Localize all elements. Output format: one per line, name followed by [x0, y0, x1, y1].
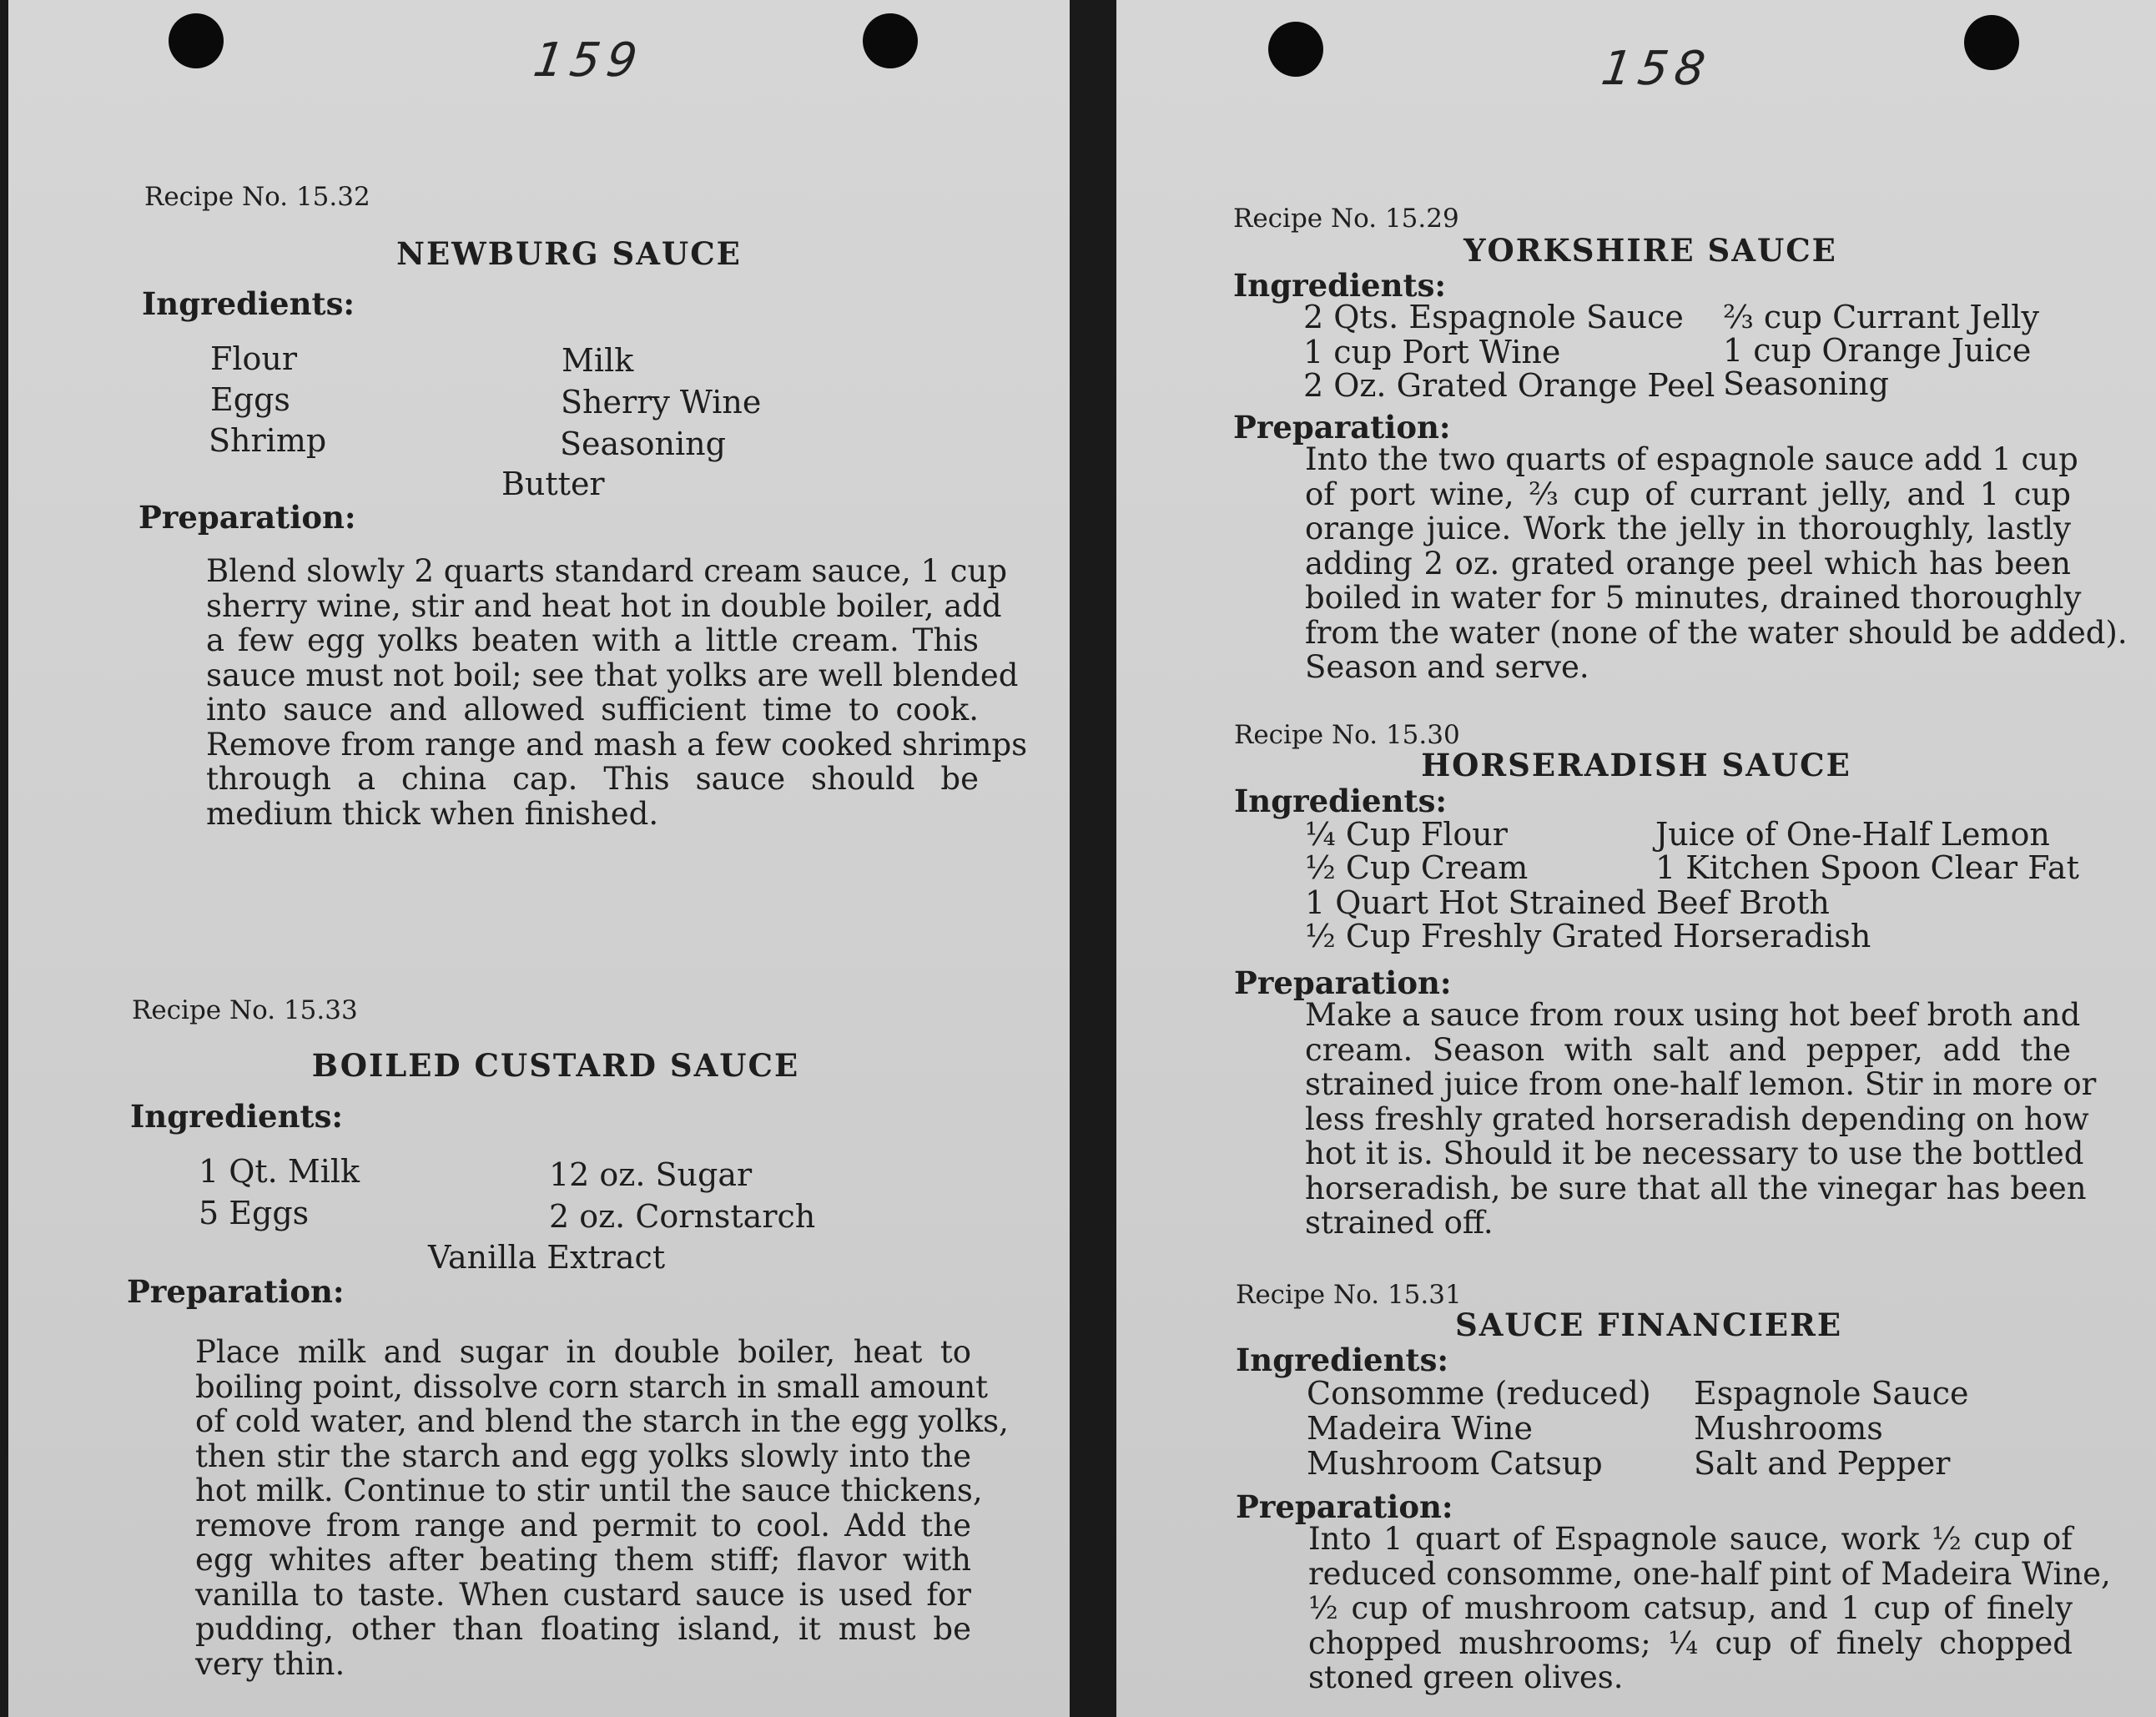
ingredient: Eggs: [210, 381, 290, 418]
ingredient: 1 Quart Hot Strained Beef Broth: [1305, 884, 1830, 921]
recipe-card-left: [8, 0, 1070, 1717]
ingredients-label: Ingredients:: [1236, 1342, 1449, 1378]
preparation-label: Preparation:: [1236, 1488, 1453, 1525]
preparation-text: Blend slowly 2 quarts standard cream sauce, 1 cup sherry wine, stir and heat hot in double boiler, add a few egg yolks beaten with a little cream. This sauce must not boil; see that yolks are well blended into sauce and allowed sufficient time to cook. Remove from range and mash a few cooked shrimps through a china cap. This sauce should be medium thick when finished.: [206, 553, 1028, 832]
ingredient: Butter: [501, 466, 605, 502]
ingredient: Sherry Wine: [561, 384, 762, 420]
ingredients-label: Ingredients:: [1233, 267, 1447, 304]
preparation-text: Place milk and sugar in double boiler, heat to boiling point, dissolve corn starch in small amount of cold water, and blend the starch in the egg yolks, then stir the starch and egg yolks slowly into the hot milk. Continue to stir until the sauce thickens, remove from range and permit to cool. Add the egg whites after beating them stiff; flavor with vanilla to taste. When custard sauce is used for pudding, other than floating island, it must be very thin.: [195, 1334, 1009, 1682]
recipe-number: Recipe No. 15.29: [1233, 204, 1459, 234]
ingredient: Salt and Pepper: [1694, 1445, 1951, 1482]
ingredient: Milk: [562, 342, 634, 379]
ingredient: Seasoning: [1723, 365, 1889, 402]
ingredient: 5 Eggs: [199, 1195, 310, 1231]
recipe-card-right: [1116, 0, 2156, 1717]
recipe-title: SAUCE FINANCIERE: [1454, 1307, 1843, 1343]
ingredients-label: Ingredients:: [1234, 783, 1448, 819]
recipe-title: NEWBURG SAUCE: [396, 235, 742, 272]
ingredient: Madeira Wine: [1307, 1410, 1533, 1447]
ingredient: Mushroom Catsup: [1307, 1445, 1603, 1482]
preparation-text: Make a sauce from roux using hot beef broth and cream. Season with salt and pepper, add the strained juice from one-half lemon. Stir in more or less freshly grated horseradish depending on how hot it is. Should it be necessary to use the bottled horseradish, be sure that all the vinegar has been strained off.: [1305, 997, 2097, 1241]
ingredient: Juice of One-Half Lemon: [1655, 816, 2050, 853]
recipe-title: HORSERADISH SAUCE: [1421, 747, 1851, 783]
ingredient: Espagnole Sauce: [1694, 1375, 1969, 1412]
preparation-text: Into 1 quart of Espagnole sauce, work ½ cup of reduced consomme, one-half pint of Madeira Wine, ½ cup of mushroom catsup, and 1 cup of finely chopped mushrooms; ¼ cup of finely chopped stoned green olives.: [1308, 1521, 2111, 1695]
page-number: 158: [1598, 42, 1715, 96]
punch-hole: [1268, 22, 1323, 77]
preparation-text: Into the two quarts of espagnole sauce add 1 cup of port wine, ⅔ cup of currant jelly, and 1 cup orange juice. Work the jelly in thoroughly, lastly adding 2 oz. grated orange peel which has been boiled in water for 5 minutes, drained thoroughly from the water (none of the water should be added). Season and serve.: [1305, 441, 2128, 685]
ingredient: Mushrooms: [1694, 1410, 1883, 1447]
ingredient: Seasoning: [560, 425, 726, 462]
ingredient: ¼ Cup Flour: [1305, 816, 1508, 853]
recipe-number: Recipe No. 15.30: [1234, 720, 1460, 750]
recipe-title: YORKSHIRE SAUCE: [1463, 232, 1837, 269]
ingredient: 2 Oz. Grated Orange Peel: [1303, 367, 1715, 404]
ingredient: Flour: [210, 340, 298, 377]
ingredient: 1 Qt. Milk: [199, 1153, 360, 1190]
recipe-number: Recipe No. 15.32: [144, 182, 370, 212]
ingredient: Shrimp: [209, 422, 327, 459]
ingredient: ½ Cup Freshly Grated Horseradish: [1305, 918, 1871, 954]
ingredient: 1 cup Orange Juice: [1723, 332, 2032, 369]
ingredient: ⅔ cup Currant Jelly: [1723, 299, 2039, 335]
ingredient: 12 oz. Sugar: [549, 1156, 753, 1193]
ingredient: 1 Kitchen Spoon Clear Fat: [1655, 849, 2079, 886]
ingredient: Vanilla Extract: [428, 1239, 666, 1276]
punch-hole: [863, 13, 918, 68]
recipe-number: Recipe No. 15.33: [132, 995, 358, 1025]
ingredient: ½ Cup Cream: [1305, 849, 1529, 886]
punch-hole: [1964, 15, 2019, 70]
ingredient: 2 oz. Cornstarch: [549, 1198, 816, 1235]
recipe-number: Recipe No. 15.31: [1236, 1280, 1462, 1310]
page-number: 159: [530, 33, 647, 88]
ingredient: Consomme (reduced): [1307, 1375, 1651, 1412]
ingredient: 1 cup Port Wine: [1303, 334, 1561, 370]
punch-hole: [169, 13, 224, 68]
preparation-label: Preparation:: [1234, 964, 1452, 1001]
preparation-label: Preparation:: [1233, 409, 1451, 446]
preparation-label: Preparation:: [139, 499, 356, 536]
ingredients-label: Ingredients:: [130, 1098, 344, 1135]
ingredient: 2 Qts. Espagnole Sauce: [1303, 299, 1684, 335]
ingredients-label: Ingredients:: [142, 285, 355, 322]
preparation-label: Preparation:: [127, 1273, 345, 1310]
recipe-title: BOILED CUSTARD SAUCE: [311, 1047, 800, 1084]
